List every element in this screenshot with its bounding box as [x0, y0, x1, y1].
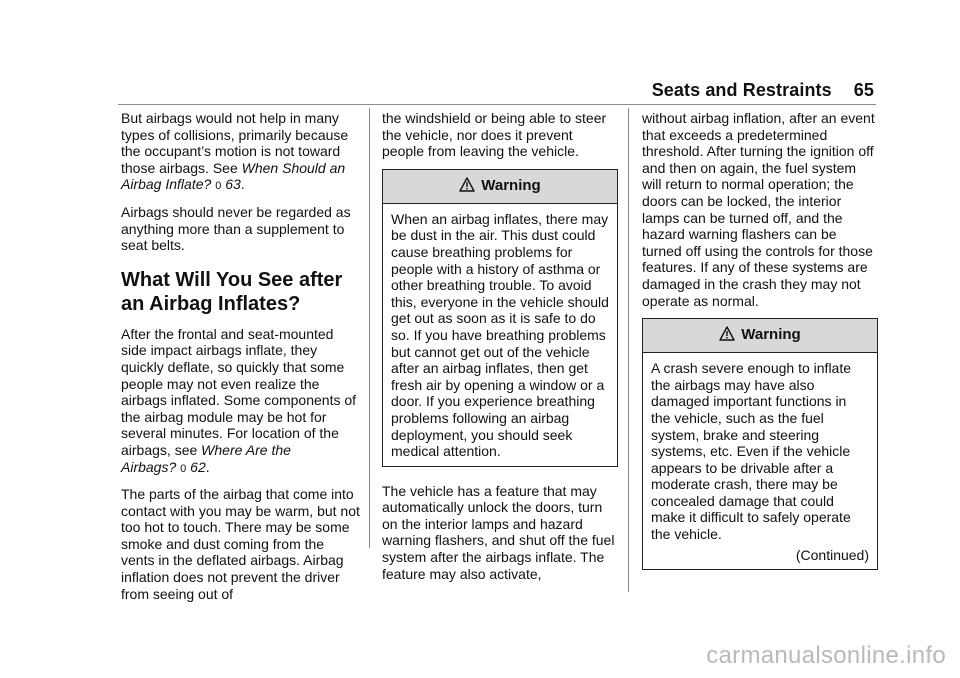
watermark: carmanualsonline.info — [706, 642, 946, 669]
warning-body — [643, 353, 877, 569]
paragraph — [121, 326, 361, 477]
paragraph: Airbags should never be regarded as anything more than a supplement to seat belts. — [121, 203, 351, 254]
warning-triangle-icon — [459, 177, 475, 196]
cross-reference-link[interactable]: Where Are the Airbags? — [121, 441, 291, 475]
warning-box — [642, 318, 878, 570]
paragraph-text: After the frontal and seat-mounted side impact airbags inflate, they quickly deflate, so quickly that some people may not even realize the airbags inflated. Some components of the airbag module may be hot for several minutes. For location of the airbags, see — [121, 325, 357, 458]
section-title: Seats and Restraints — [651, 80, 832, 100]
page-ref-arrow-icon: 0 — [215, 180, 222, 193]
page-number: 65 — [853, 80, 874, 100]
page-ref-number[interactable]: 63 — [225, 176, 241, 193]
warning-header — [643, 319, 877, 353]
warning-body: When an airbag inflates, there may be dust in the air. This dust could cause breathing problems for people with a history of asthma or other breathing trouble. To avoid this, everyone in the vehicle should get out as soon as it is safe to do so. If you have breathing problems but cannot get out of the vehicle after an airbag inflates, then get fresh air by opening a window or a door. If you experience breathing problems following an airbag deployment, you should seek medical attention. — [391, 210, 609, 460]
warning-triangle-icon — [719, 326, 735, 345]
paragraph: without airbag inflation, after an event that exceeds a predetermined threshold. After turning the ignition off and then on again, the fuel system will return to normal operation; the doors can be locked, the interior lamps can be turned off, and the hazard warning flashers can be turned off using the controls for those features. If any of these systems are damaged in the crash they may not operate as normal. — [642, 110, 875, 309]
page-ref-number[interactable]: 62 — [190, 458, 206, 475]
column-2 — [382, 110, 618, 591]
paragraph: the windshield or being able to steer the vehicle, nor does it prevent people from leaving the vehicle. — [382, 110, 607, 160]
column-3 — [642, 110, 878, 586]
warning-box — [382, 169, 618, 467]
page-ref-arrow-icon: 0 — [180, 462, 187, 475]
continued-label: (Continued) — [795, 546, 869, 563]
warning-title: Warning — [481, 176, 541, 194]
paragraph: The vehicle has a feature that may automatically unlock the doors, turn on the interior lamps and hazard warning flashers, and shut off the fuel system after the airbags inflate. The feature may also activate, — [382, 482, 615, 582]
punctuation: . — [205, 458, 210, 475]
warning-header — [383, 170, 617, 204]
section-heading: What Will You See after an Airbag Inflates? — [121, 268, 343, 315]
cross-reference-link[interactable]: When Should an Airbag Inflate? — [121, 159, 346, 193]
column-divider-2 — [628, 108, 629, 592]
paragraph: The parts of the airbag that come into contact with you may be warm, but not too hot to touch. There may be some smoke and dust coming from the vents in the deflated airbags. Airbag inflation does not prevent the driver from seeing out of — [121, 486, 360, 602]
header-rule — [118, 104, 876, 105]
column-divider-1 — [369, 108, 370, 548]
column-1 — [121, 110, 361, 611]
paragraph-text: But airbags would not help in many types of collisions, primarily because the occupant’s motion is not toward those airbags. See — [121, 110, 349, 176]
warning-body-text: A crash severe enough to inflate the airbags may have also damaged important functions in the vehicle, such as the fuel system, brake and steering systems, etc. Even if the vehicle appears to be drivable after a moderate crash, there may be concealed damage that could make it difficult to safely operate the vehicle. — [651, 360, 852, 543]
page-header — [652, 80, 874, 101]
punctuation: . — [240, 176, 245, 193]
paragraph — [121, 110, 361, 195]
warning-title: Warning — [741, 326, 801, 344]
